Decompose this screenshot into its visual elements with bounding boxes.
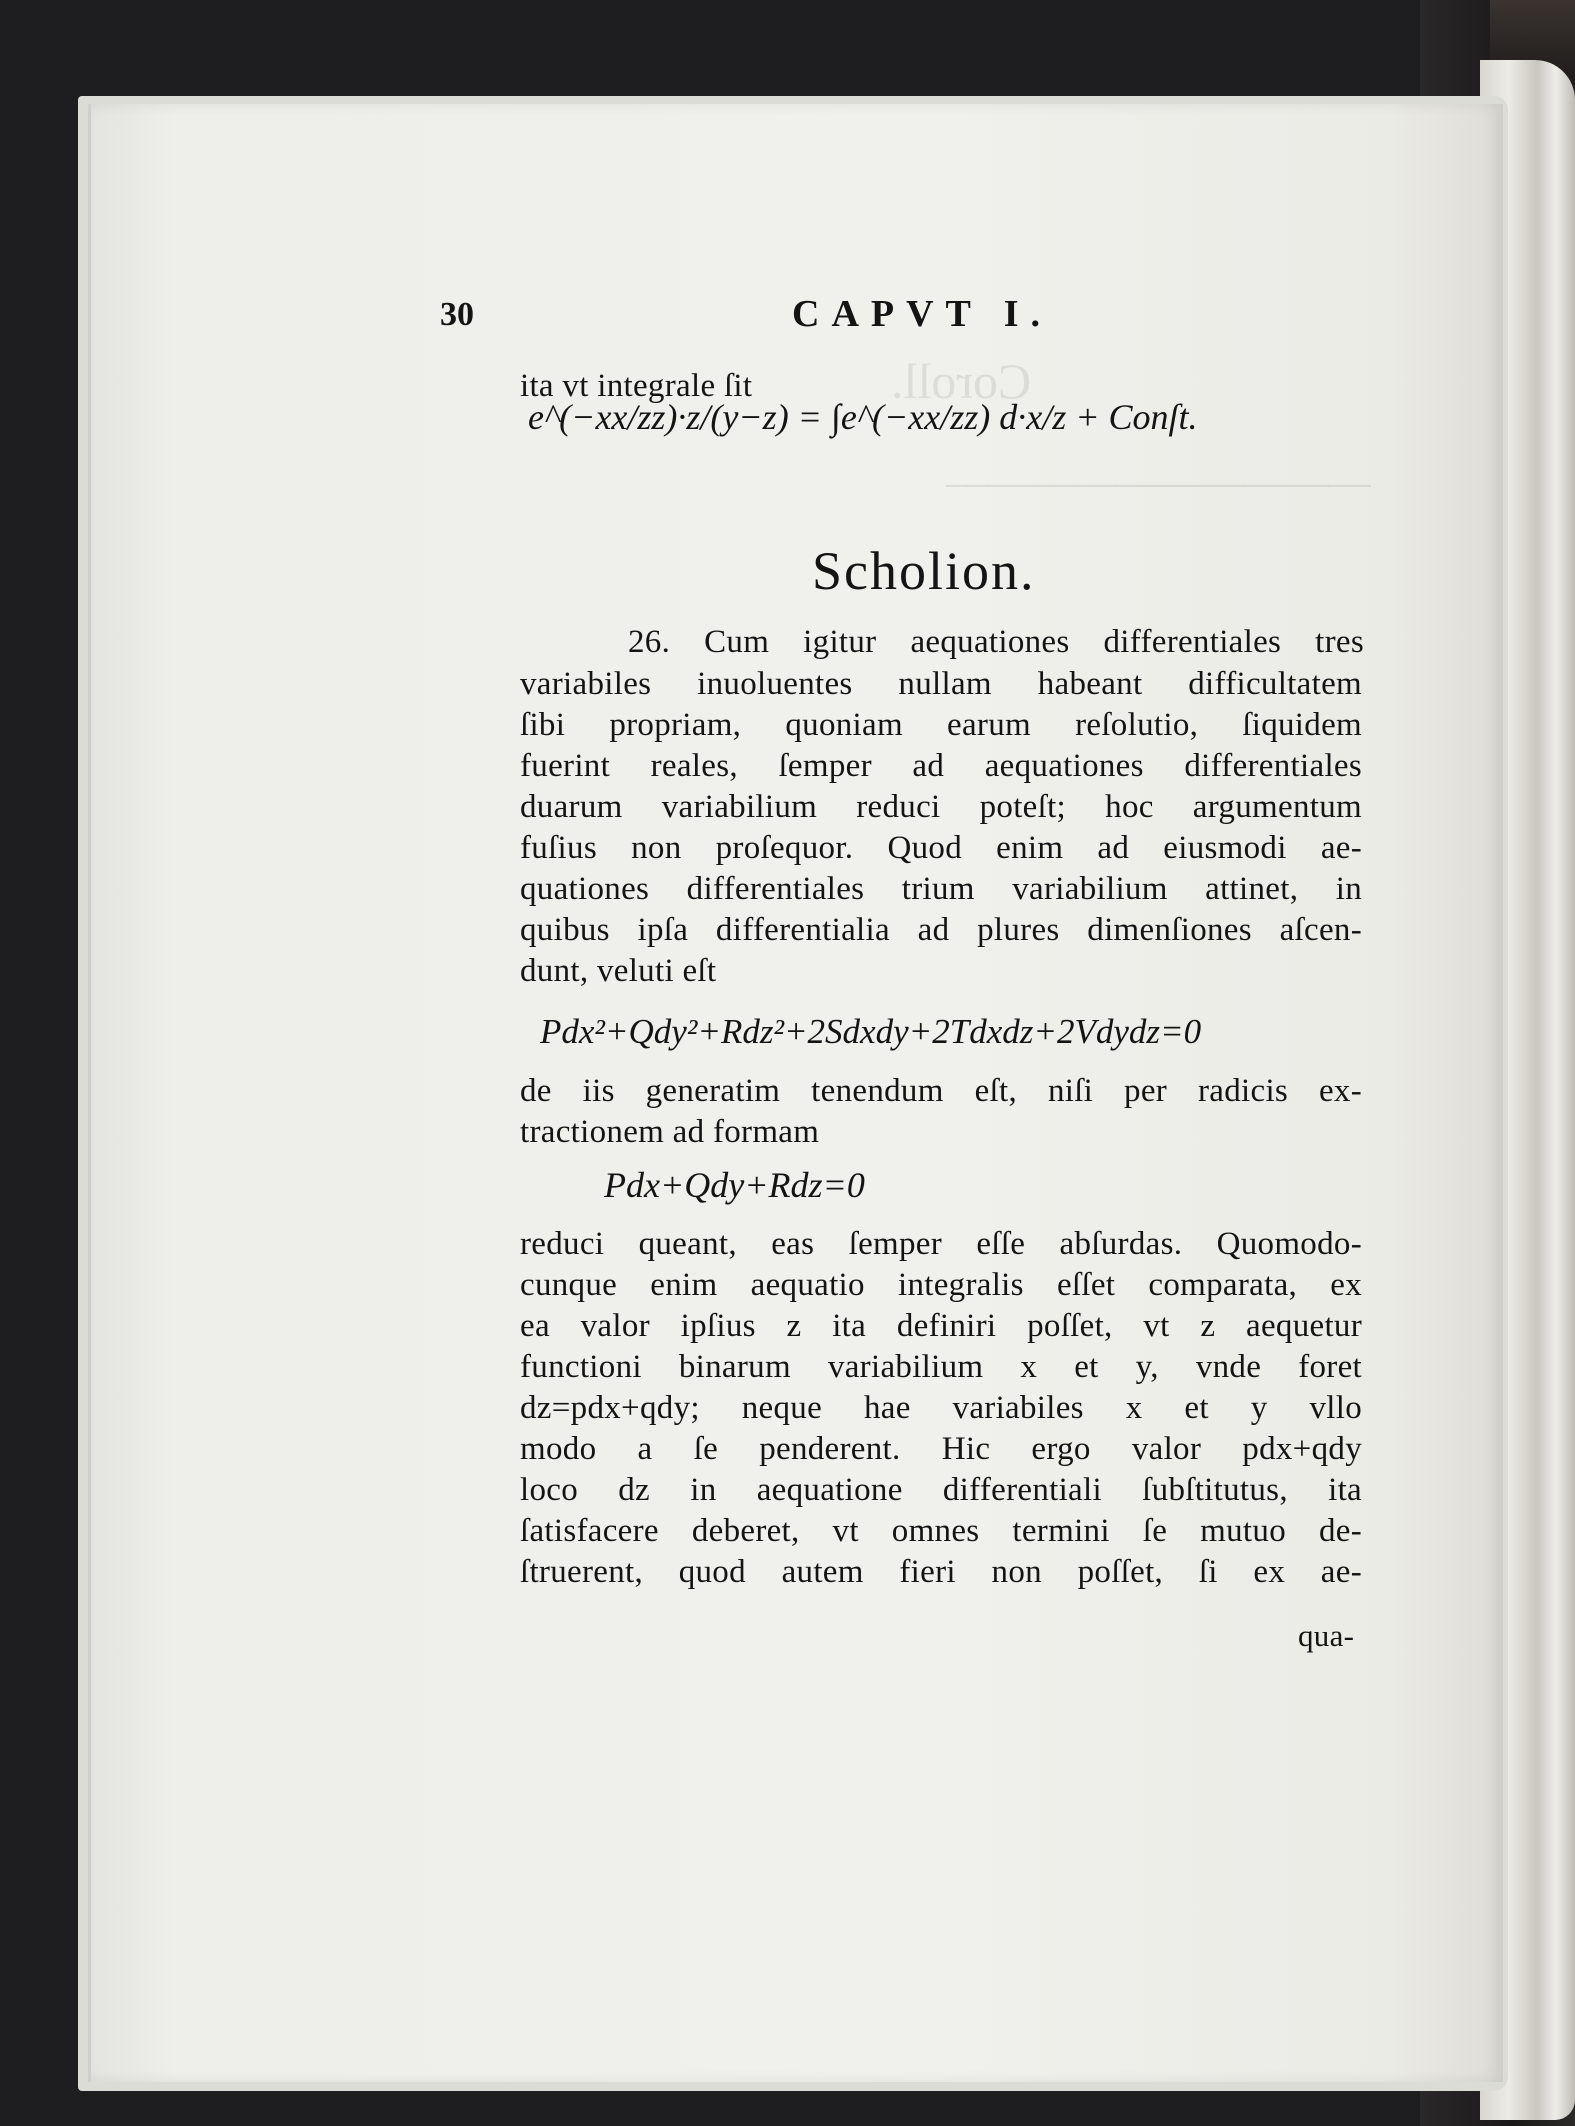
- text-line: fuſius non proſequor. Quod enim ad eiusmodi ae-: [520, 830, 1362, 866]
- pfaffian-form: Pdx+Qdy+Rdz=0: [604, 1165, 865, 1205]
- text-line: dunt, veluti eſt: [520, 953, 717, 989]
- text-line: modo a ſe penderent. Hic ergo valor pdx+qdy: [520, 1431, 1362, 1467]
- text-line: ea valor ipſius z ita definiri poſſet, vt z aequetur: [520, 1308, 1362, 1344]
- catchword: qua-: [1298, 1618, 1355, 1653]
- text-line: loco dz in aequatione differentiali ſubſtitutus, ita: [520, 1472, 1362, 1508]
- text-line: ita vt integrale ſit: [520, 368, 753, 404]
- page-number: 30: [440, 296, 474, 333]
- chapter-title: CAPVT I.: [792, 293, 1052, 335]
- text-line: dz=pdx+qdy; neque hae variabiles x et y vllo: [520, 1390, 1362, 1426]
- text-line: reduci queant, eas ſemper eſſe abſurdas. Quomodo-: [520, 1226, 1362, 1262]
- text-line: tractionem ad formam: [520, 1114, 820, 1150]
- text-line: ſtruerent, quod autem fieri non poſſet, ſi ex ae-: [520, 1554, 1362, 1590]
- text-line: 26. Cum igitur aequationes differentiales tres: [628, 624, 1364, 660]
- integral-formula: e^(−xx/zz)·z/(y−z) = ∫e^(−xx/zz) d·x/z + Conſt.: [528, 397, 1198, 437]
- differential-equation: Pdx²+Qdy²+Rdz²+2Sdxdy+2Tdxdz+2Vdydz=0: [540, 1012, 1202, 1051]
- text-line: quationes differentiales trium variabilium attinet, in: [520, 871, 1362, 907]
- text-line: variabiles inuoluentes nullam habeant difficultatem: [520, 666, 1362, 702]
- text-line: quibus ipſa differentialia ad plures dimenſiones aſcen-: [520, 912, 1362, 948]
- text-line: de iis generatim tenendum eſt, niſi per radicis ex-: [520, 1073, 1362, 1109]
- bleed-through-heading: Coroll.: [891, 353, 1032, 409]
- bleed-through-text: ────────────────────: [945, 469, 1371, 502]
- text-line: ſatisfacere deberet, vt omnes termini ſe mutuo de-: [520, 1513, 1362, 1549]
- text-line: fuerint reales, ſemper ad aequationes differentiales: [520, 748, 1362, 784]
- text-line: duarum variabilium reduci poteſt; hoc argumentum: [520, 789, 1362, 825]
- text-line: functioni binarum variabilium x et y, vnde foret: [520, 1349, 1362, 1385]
- section-heading: Scholion.: [812, 541, 1036, 601]
- text-line: cunque enim aequatio integralis eſſet comparata, ex: [520, 1267, 1362, 1303]
- text-line: ſibi propriam, quoniam earum reſolutio, ſiquidem: [520, 707, 1362, 743]
